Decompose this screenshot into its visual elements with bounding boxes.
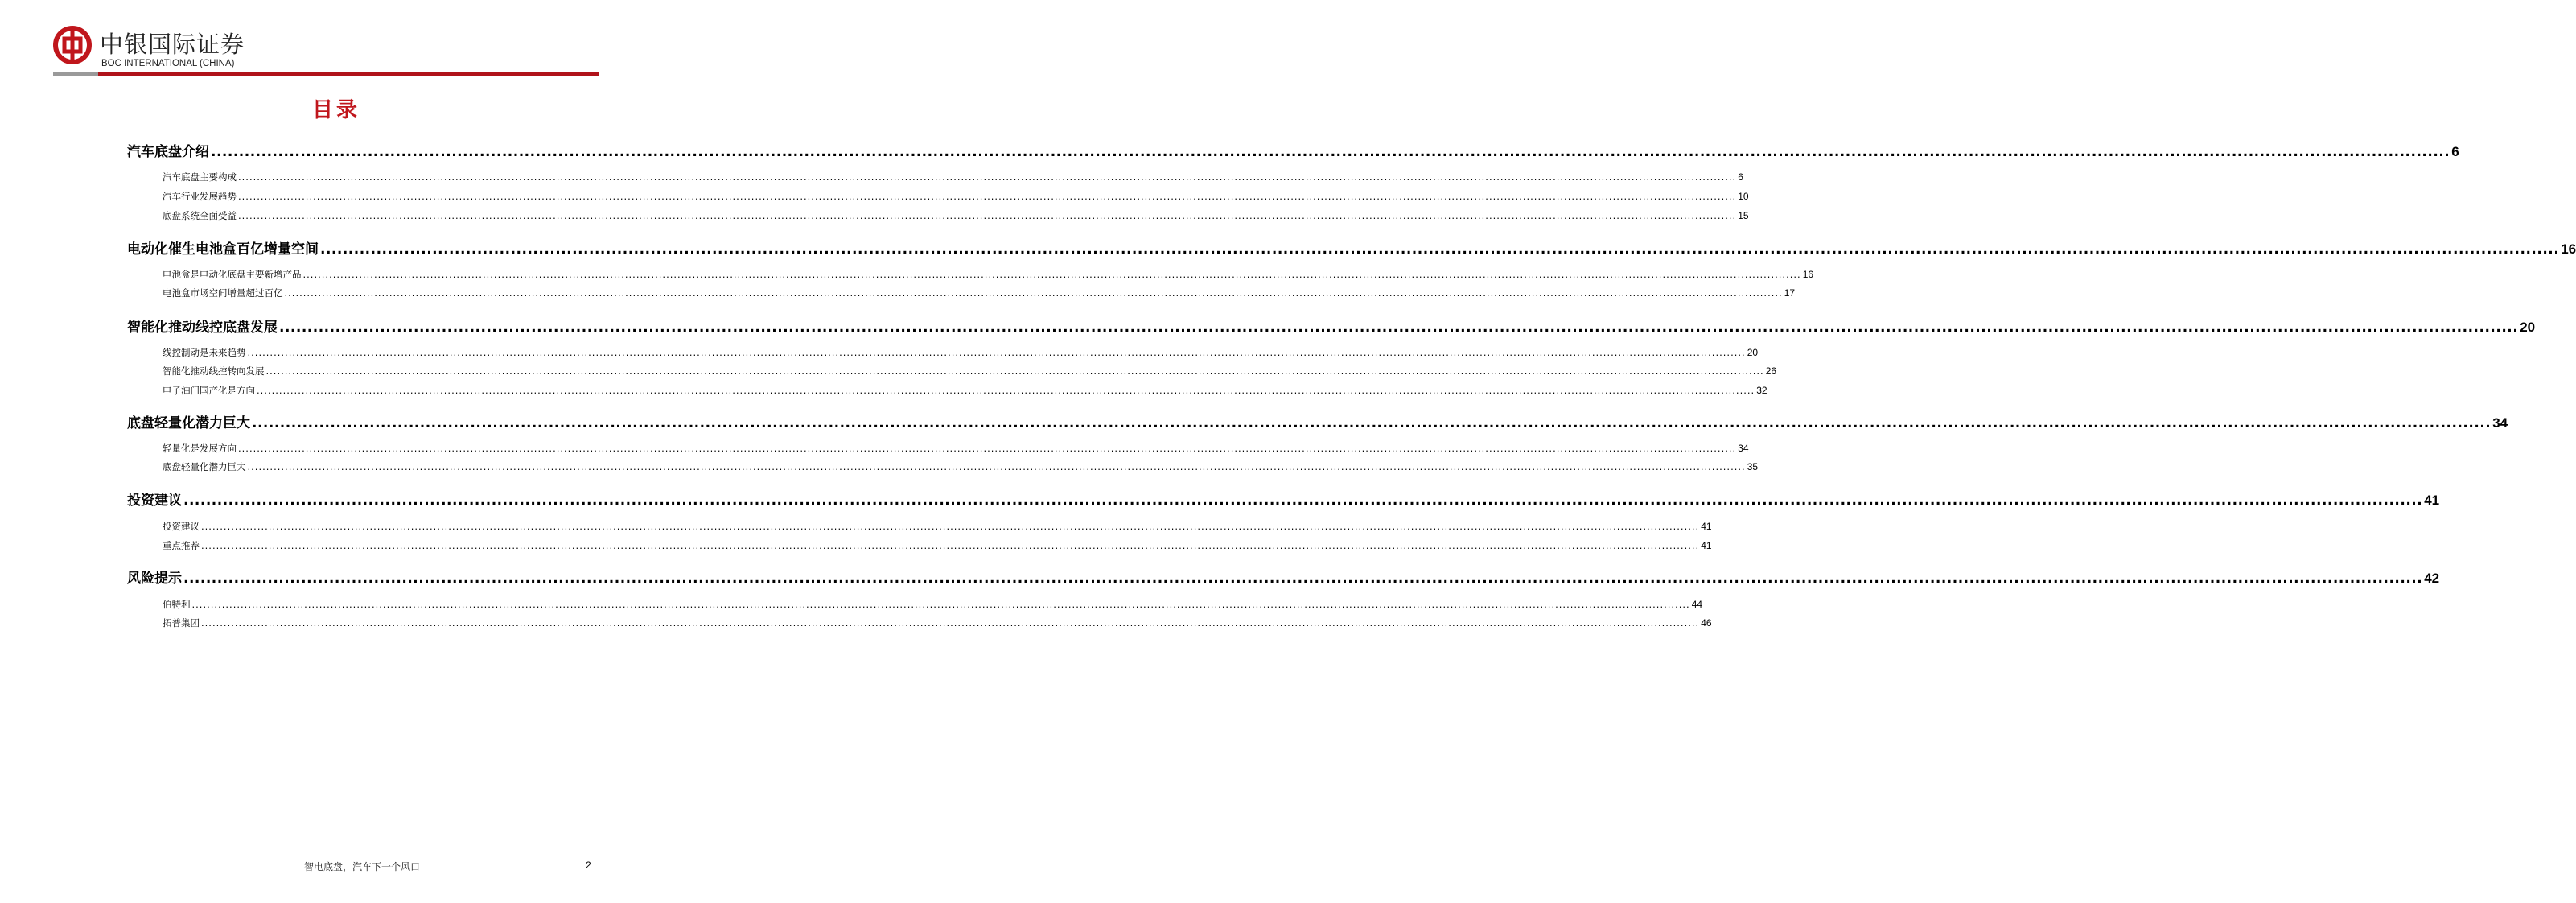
toc-entry-page: 15 bbox=[1738, 210, 1749, 221]
toc-section-entry[interactable] bbox=[127, 411, 2508, 431]
toc-section-entry[interactable] bbox=[127, 567, 2440, 587]
toc-entry-page: 26 bbox=[1765, 365, 1777, 377]
toc-section-entry[interactable] bbox=[127, 489, 2440, 509]
toc-dot-leader: ................................................................................................................................................................................................................................................................................................................................................................................................................ bbox=[247, 461, 1746, 472]
toc-entry-page: 16 bbox=[1802, 269, 1814, 280]
boc-logo-icon bbox=[53, 26, 92, 64]
toc-entry-label: 底盘轻量化潜力巨大 bbox=[127, 415, 250, 431]
toc-subsection-entry[interactable] bbox=[127, 442, 1749, 455]
toc-entry-page: 46 bbox=[1701, 617, 1712, 629]
toc-subsection-entry[interactable] bbox=[127, 346, 1759, 359]
toc-entry-label: 电池盒市场空间增量超过百亿 bbox=[163, 287, 283, 299]
toc-entry-label: 重点推荐 bbox=[163, 540, 200, 551]
toc-dot-leader: ................................................................................................................................................................................................................................................................................................................................................................................................................ bbox=[183, 571, 2423, 587]
toc-dot-leader: ................................................................................................................................................................................................................................................................................................................................................................................................................ bbox=[238, 443, 1737, 454]
toc-title: 目录 bbox=[311, 98, 360, 122]
header-rule-red bbox=[98, 72, 599, 76]
toc-entry-page: 44 bbox=[1691, 599, 1703, 610]
toc-dot-leader: ................................................................................................................................................................................................................................................................................................................................................................................................................ bbox=[238, 191, 1737, 202]
toc-dot-leader: ................................................................................................................................................................................................................................................................................................................................................................................................................ bbox=[238, 171, 1737, 183]
toc-subsection-entry[interactable] bbox=[127, 209, 1749, 222]
toc-entry-page: 34 bbox=[2492, 415, 2508, 431]
toc-entry-label: 底盘系统全面受益 bbox=[163, 210, 237, 221]
toc-subsection-entry[interactable] bbox=[127, 384, 1767, 397]
toc-section-entry[interactable] bbox=[127, 315, 2536, 336]
toc-entry-label: 投资建议 bbox=[163, 521, 200, 532]
toc-subsection-entry[interactable] bbox=[127, 598, 1703, 611]
toc-dot-leader: ................................................................................................................................................................................................................................................................................................................................................................................................................ bbox=[279, 320, 2519, 336]
toc-entry-page: 41 bbox=[1701, 540, 1712, 551]
toc-entry-label: 智能化推动线控转向发展 bbox=[163, 365, 265, 377]
toc-dot-leader: ................................................................................................................................................................................................................................................................................................................................................................................................................ bbox=[257, 385, 1755, 396]
toc-entry-label: 风险提示 bbox=[127, 571, 182, 587]
toc-dot-leader: ................................................................................................................................................................................................................................................................................................................................................................................................................ bbox=[302, 269, 1801, 280]
toc-subsection-entry[interactable] bbox=[127, 520, 1712, 533]
toc-entry-label: 线控制动是未来趋势 bbox=[163, 347, 246, 358]
toc-entry-page: 17 bbox=[1784, 287, 1796, 299]
toc-entry-label: 轻量化是发展方向 bbox=[163, 443, 237, 454]
toc-dot-leader: ................................................................................................................................................................................................................................................................................................................................................................................................................ bbox=[191, 599, 1690, 610]
toc-dot-leader: ................................................................................................................................................................................................................................................................................................................................................................................................................ bbox=[284, 287, 1783, 299]
toc-entry-page: 42 bbox=[2424, 571, 2440, 586]
toc-entry-label: 投资建议 bbox=[127, 493, 182, 509]
toc-dot-leader: ................................................................................................................................................................................................................................................................................................................................................................................................................ bbox=[265, 365, 1764, 377]
toc-dot-leader: ................................................................................................................................................................................................................................................................................................................................................................................................................ bbox=[252, 415, 2492, 431]
header-rule-gray bbox=[53, 72, 98, 76]
toc-subsection-entry[interactable] bbox=[127, 365, 1777, 377]
toc-entry-label: 电动化催生电池盒百亿增量空间 bbox=[127, 241, 319, 258]
toc-section-entry[interactable] bbox=[127, 237, 2576, 258]
toc-entry-label: 汽车行业发展趋势 bbox=[163, 191, 237, 202]
toc-subsection-entry[interactable] bbox=[127, 539, 1712, 552]
toc-dot-leader: ................................................................................................................................................................................................................................................................................................................................................................................................................ bbox=[238, 210, 1737, 221]
toc-subsection-entry[interactable] bbox=[127, 268, 1814, 281]
toc-entry-label: 电池盒是电动化底盘主要新增产品 bbox=[163, 269, 302, 280]
footer-page-number: 2 bbox=[586, 860, 591, 871]
toc-dot-leader: ................................................................................................................................................................................................................................................................................................................................................................................................................ bbox=[201, 617, 1700, 629]
toc-entry-page: 20 bbox=[2520, 320, 2536, 335]
toc-dot-leader: ................................................................................................................................................................................................................................................................................................................................................................................................................ bbox=[201, 540, 1700, 551]
footer-report-title: 智电底盘，汽车下一个风口 bbox=[303, 861, 420, 872]
toc-subsection-entry[interactable] bbox=[127, 460, 1759, 473]
brand-name-english: BOC INTERNATIONAL (CHINA) bbox=[101, 59, 235, 68]
header bbox=[53, 26, 600, 77]
toc-entry-page: 35 bbox=[1747, 461, 1759, 472]
toc-subsection-entry[interactable] bbox=[127, 616, 1712, 629]
toc-entry-label: 汽车底盘介绍 bbox=[127, 144, 209, 160]
toc-entry-label: 底盘轻量化潜力巨大 bbox=[163, 461, 246, 472]
toc-subsection-entry[interactable] bbox=[127, 190, 1749, 203]
toc-entry-page: 41 bbox=[1701, 521, 1712, 532]
toc-entry-label: 汽车底盘主要构成 bbox=[163, 171, 237, 183]
toc-entry-page: 34 bbox=[1738, 443, 1749, 454]
toc-entry-label: 拓普集团 bbox=[163, 617, 200, 629]
toc-section-entry[interactable] bbox=[127, 140, 2459, 160]
toc-entry-page: 41 bbox=[2424, 493, 2440, 508]
toc-subsection-entry[interactable] bbox=[127, 287, 1796, 299]
toc-subsection-entry[interactable] bbox=[127, 171, 1743, 183]
toc-entry-label: 智能化推动线控底盘发展 bbox=[127, 320, 278, 336]
toc-entry-page: 10 bbox=[1738, 191, 1749, 202]
toc-entry-page: 16 bbox=[2561, 241, 2576, 257]
toc-entry-label: 电子油门国产化是方向 bbox=[163, 385, 255, 396]
toc-dot-leader: ................................................................................................................................................................................................................................................................................................................................................................................................................ bbox=[201, 521, 1700, 532]
toc-entry-page: 20 bbox=[1747, 347, 1759, 358]
toc-entry-page: 6 bbox=[1738, 171, 1743, 183]
toc-dot-leader: ................................................................................................................................................................................................................................................................................................................................................................................................................ bbox=[211, 144, 2450, 160]
toc-dot-leader: ................................................................................................................................................................................................................................................................................................................................................................................................................ bbox=[183, 493, 2423, 509]
brand-name-chinese: 中银国际证券 bbox=[100, 31, 245, 58]
toc-entry-page: 6 bbox=[2451, 144, 2459, 159]
toc-entry-label: 伯特利 bbox=[163, 599, 191, 610]
toc-dot-leader: ................................................................................................................................................................................................................................................................................................................................................................................................................ bbox=[247, 347, 1746, 358]
toc-entry-page: 32 bbox=[1756, 385, 1767, 396]
toc-dot-leader: ................................................................................................................................................................................................................................................................................................................................................................................................................ bbox=[320, 241, 2560, 258]
